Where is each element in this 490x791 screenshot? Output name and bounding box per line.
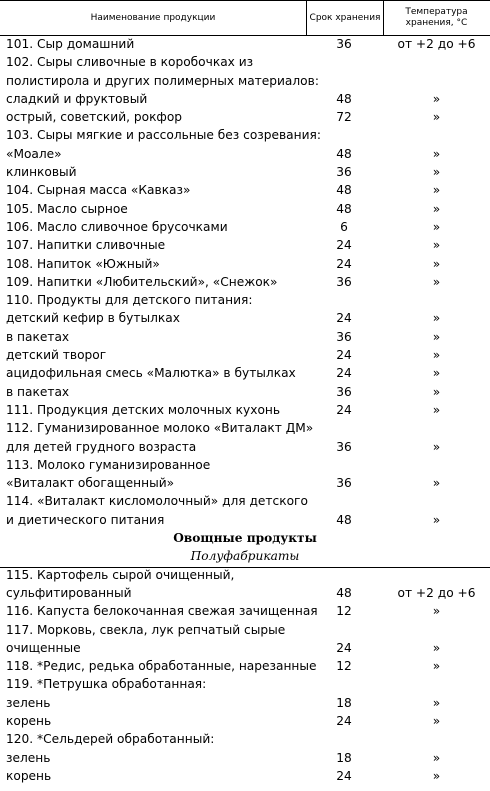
table-row (0, 309, 490, 327)
table-row (0, 492, 490, 510)
table-row (0, 730, 490, 748)
storage-temperature-cell: от +2 до +6 (397, 585, 476, 600)
table-row (0, 675, 490, 693)
storage-term-cell: 36 (336, 439, 352, 454)
storage-term-cell: 24 (336, 366, 352, 381)
product-name-cell: 110. Продукты для детского питания: (6, 293, 253, 308)
storage-term-cell: 48 (336, 512, 352, 527)
table-body (0, 35, 490, 785)
product-name-cell: ацидофильная смесь «Малютка» в бутылках (6, 366, 296, 381)
storage-temperature-cell: » (432, 201, 441, 216)
table-row (0, 456, 490, 474)
header-storage-temperature: Температура хранения, °С (405, 7, 468, 28)
storage-term-cell: 48 (336, 183, 352, 198)
section-title: Полуфабрикаты (190, 549, 300, 564)
table-row (0, 712, 490, 730)
table-row (0, 255, 490, 273)
storage-term-cell: 18 (336, 750, 352, 765)
table-row (0, 218, 490, 236)
storage-term-cell: 24 (336, 238, 352, 253)
table-row (0, 383, 490, 401)
table-row (0, 200, 490, 218)
product-name-cell: детский кефир в бутылках (6, 311, 180, 326)
section-heading (0, 547, 490, 565)
storage-temperature-cell: » (432, 311, 441, 326)
storage-temperature-cell: » (432, 348, 441, 363)
storage-term-cell: 24 (336, 768, 352, 783)
table-row (0, 657, 490, 675)
table-row (0, 72, 490, 90)
storage-term-cell: 24 (336, 713, 352, 728)
table-row (0, 566, 490, 584)
storage-temperature-cell: » (432, 274, 441, 289)
product-name-cell: «Моале» (6, 146, 62, 161)
table-row (0, 602, 490, 620)
product-name-cell: 112. Гуманизированное молоко «Виталакт ДМ» (6, 421, 314, 436)
storage-term-cell: 72 (336, 110, 352, 125)
storage-term-cell: 36 (336, 37, 352, 51)
storage-term-cell: 48 (336, 146, 352, 161)
storage-term-cell: 24 (336, 256, 352, 271)
product-name-cell: 108. Напиток «Южный» (6, 256, 160, 271)
table-row (0, 639, 490, 657)
table-row (0, 273, 490, 291)
product-name-cell: и диетического питания (6, 512, 165, 527)
table-row (0, 145, 490, 163)
product-name-cell: сульфитированный (6, 585, 132, 600)
table-row (0, 401, 490, 419)
storage-temperature-cell: » (432, 329, 441, 344)
storage-temperature-cell: » (432, 476, 441, 491)
product-name-cell: 117. Морковь, свекла, лук репчатый сырые (6, 622, 286, 637)
product-name-cell: 120. *Сельдерей обработанный: (6, 732, 215, 747)
product-name-cell: детский творог (6, 348, 107, 363)
header-product-name: Наименование продукции (90, 12, 216, 23)
storage-term-cell: 48 (336, 201, 352, 216)
storage-term-cell: 36 (336, 329, 352, 344)
storage-temperature-cell: » (432, 640, 441, 655)
storage-term-cell: 48 (336, 91, 352, 106)
table-row (0, 181, 490, 199)
storage-temperature-cell: » (432, 219, 441, 234)
table-row (0, 291, 490, 309)
product-name-cell: 106. Масло сливочное брусочками (6, 219, 228, 234)
storage-temperature-cell: » (432, 512, 441, 527)
product-name-cell: сладкий и фруктовый (6, 91, 148, 106)
storage-temperature-cell: » (432, 402, 441, 417)
table-row (0, 621, 490, 639)
section-title: Овощные продукты (173, 531, 317, 546)
table-row (0, 53, 490, 71)
storage-temperature-cell: » (432, 439, 441, 454)
table-row (0, 749, 490, 767)
table-row (0, 90, 490, 108)
product-name-cell: корень (6, 713, 52, 728)
product-name-cell: 109. Напитки «Любительский», «Снежок» (6, 274, 278, 289)
storage-term-cell: 24 (336, 311, 352, 326)
product-name-cell: «Виталакт обогащенный» (6, 476, 175, 491)
product-name-cell: корень (6, 768, 52, 783)
storage-temperature-cell: » (432, 238, 441, 253)
storage-temperature-cell: » (432, 659, 441, 674)
product-name-cell: зелень (6, 750, 51, 765)
header-storage-term: Срок хранения (306, 1, 384, 35)
product-name-cell: 119. *Петрушка обработанная: (6, 677, 207, 692)
storage-temperature-cell: » (432, 91, 441, 106)
product-name-cell: 103. Сыры мягкие и рассольные без созревания: (6, 128, 321, 143)
storage-term-cell: 24 (336, 348, 352, 363)
table-row (0, 419, 490, 437)
product-name-cell: острый, советский, рокфор (6, 110, 183, 125)
storage-term-cell: 6 (340, 219, 348, 234)
storage-term-cell: 36 (336, 384, 352, 399)
table-row (0, 584, 490, 602)
table-row (0, 163, 490, 181)
storage-temperature-cell: » (432, 768, 441, 783)
table-row (0, 694, 490, 712)
product-name-cell: 107. Напитки сливочные (6, 238, 166, 253)
storage-temperature-cell: » (432, 256, 441, 271)
storage-term-cell: 24 (336, 640, 352, 655)
table-row (0, 511, 490, 529)
product-name-cell: 104. Сырная масса «Кавказ» (6, 183, 191, 198)
section-divider (0, 567, 490, 568)
table-row (0, 474, 490, 492)
product-name-cell: полистирола и других полимерных материалов: (6, 73, 319, 88)
table-header (0, 0, 490, 36)
storage-temperature-cell: » (432, 384, 441, 399)
storage-term-cell: 36 (336, 165, 352, 180)
product-name-cell: очищенные (6, 640, 81, 655)
table-row (0, 767, 490, 785)
table-row (0, 364, 490, 382)
product-name-cell: 116. Капуста белокочанная свежая зачищенная (6, 604, 318, 619)
storage-temperature-cell: » (432, 366, 441, 381)
table-row (0, 346, 490, 364)
product-name-cell: 111. Продукция детских молочных кухонь (6, 402, 281, 417)
storage-temperature-cell: » (432, 604, 441, 619)
section-heading (0, 529, 490, 547)
storage-temperature-cell: » (432, 146, 441, 161)
storage-term-cell: 36 (336, 274, 352, 289)
storage-temperature-cell: » (432, 750, 441, 765)
table-row (0, 438, 490, 456)
table-row (0, 328, 490, 346)
product-name-cell: 105. Масло сырное (6, 201, 128, 216)
storage-term-cell: 48 (336, 585, 352, 600)
table-row (0, 236, 490, 254)
table-row (0, 108, 490, 126)
storage-temperature-cell: » (432, 110, 441, 125)
product-name-cell: в пакетах (6, 384, 70, 399)
product-name-cell: 114. «Виталакт кисломолочный» для детского (6, 494, 308, 509)
storage-term-cell: 12 (336, 604, 352, 619)
product-name-cell: 115. Картофель сырой очищенный, (6, 567, 235, 582)
storage-term-cell: 12 (336, 659, 352, 674)
storage-temperature-cell: » (432, 713, 441, 728)
product-name-cell: 113. Молоко гуманизированное (6, 457, 211, 472)
table-row (0, 35, 490, 53)
storage-term-cell: 24 (336, 402, 352, 417)
product-name-cell: клинковый (6, 165, 77, 180)
product-name-cell: в пакетах (6, 329, 70, 344)
storage-temperature-cell: от +2 до +6 (397, 37, 476, 51)
product-name-cell: 102. Сыры сливочные в коробочках из (6, 55, 254, 70)
storage-temperature-cell: » (432, 183, 441, 198)
storage-term-cell: 18 (336, 695, 352, 710)
storage-temperature-cell: » (432, 695, 441, 710)
product-name-cell: 118. *Редис, редька обработанные, нарезанные (6, 659, 317, 674)
storage-term-cell: 36 (336, 476, 352, 491)
product-name-cell: зелень (6, 695, 51, 710)
product-name-cell: для детей грудного возраста (6, 439, 197, 454)
table-row (0, 126, 490, 144)
storage-temperature-cell: » (432, 165, 441, 180)
product-name-cell: 101. Сыр домашний (6, 37, 135, 51)
